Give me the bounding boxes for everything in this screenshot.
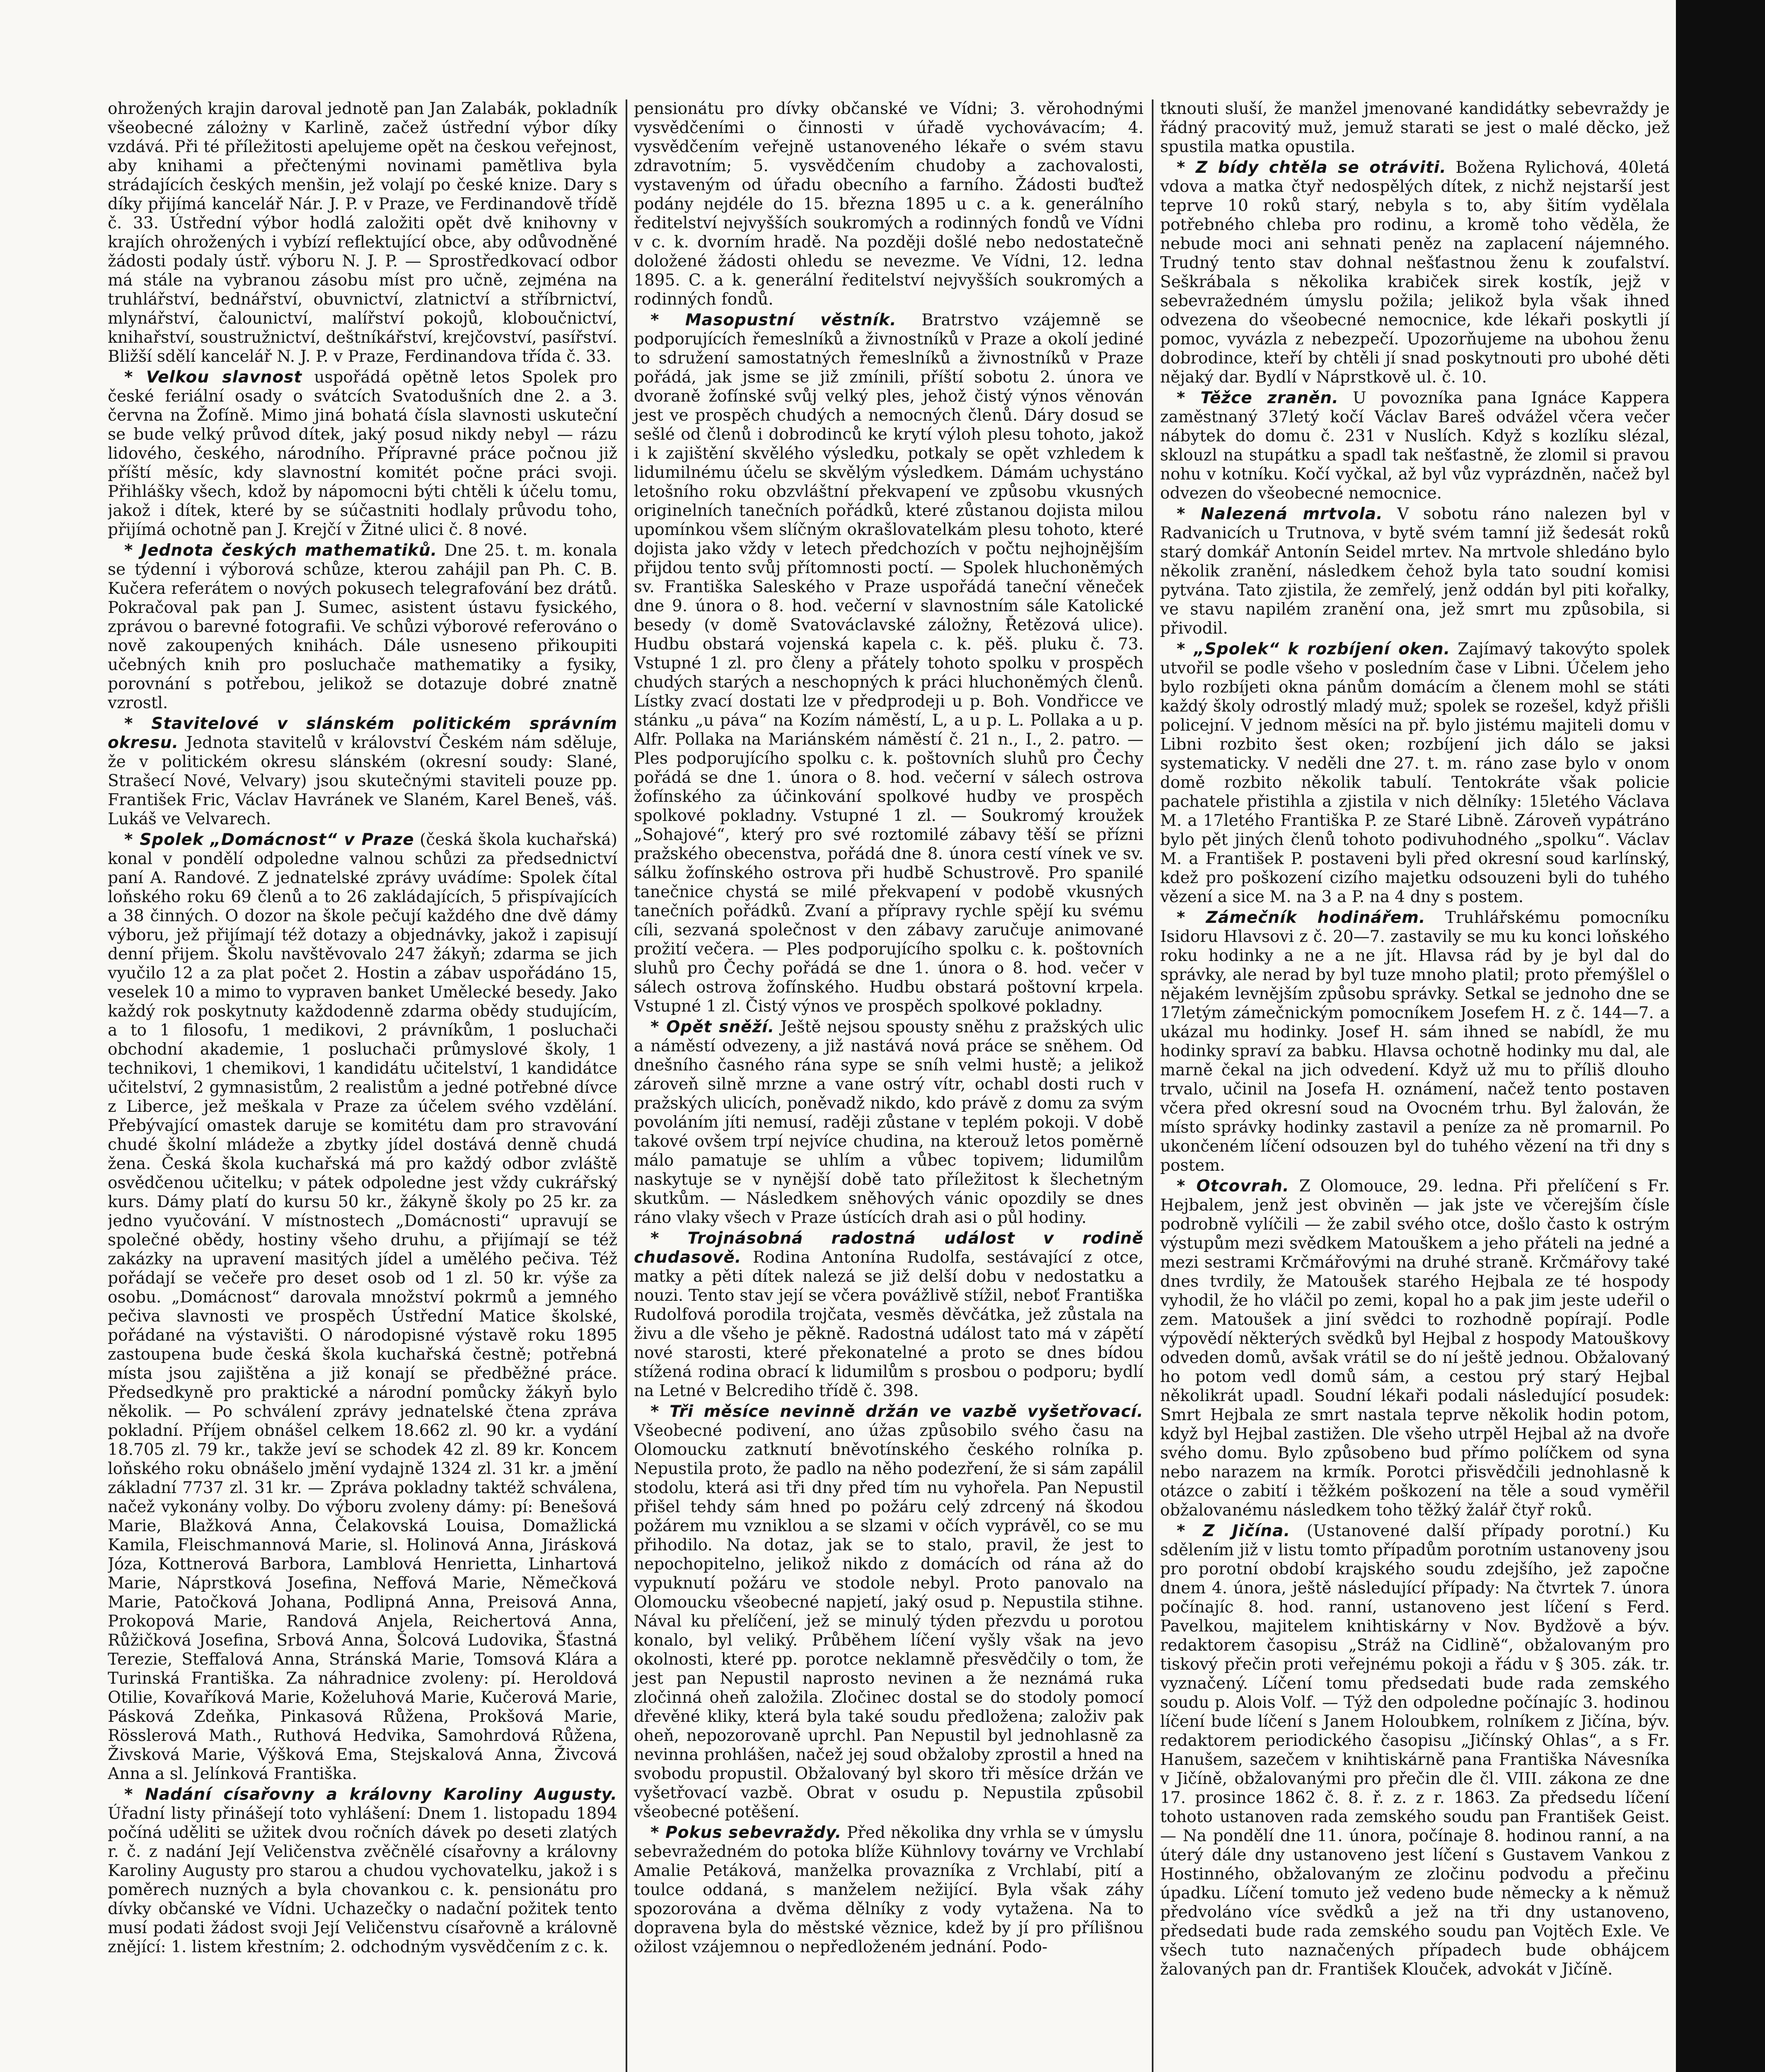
article-headline: * Z Jičína.	[1177, 1522, 1291, 1540]
news-article	[634, 1229, 1144, 1401]
text-columns	[108, 99, 1670, 2072]
news-article	[108, 541, 617, 713]
article-headline: * Jednota českých mathematiků.	[124, 541, 438, 560]
article-headline: * Spolek „Domácnost“ v Praze	[124, 830, 414, 849]
article-headline: * Nadání císařovny a královny Karoliny Augusty.	[124, 1785, 617, 1804]
article-body: Úřadní listy přinášejí toto vyhlášení: Dnem 1. listopadu 1894 počíná uděliti se užitek dvou ročních dávek po deseti zlatých r. č. z nadání Její Veličenstva zvěčnělé císařovny a královny Karoliny Augusty pro starou a chudou vychovatelku, jakož i s poměrech nuzných a byla chovankou c. k. pensionátu pro dívky občanské ve Vídni. Uchazečky o nadační požitek tento musí podati žádost svoji Její Veličenstvu císařovně a královně znějící: 1. listem křestním; 2. odchodným vysvědčením z c. k.	[108, 1804, 617, 1956]
article-body: U povozníka pana Ignáce Kappera zaměstnaný 37letý kočí Václav Bareš odvážel včera večer nábytek do domu č. 231 v Nuslích. Když s kozlíku slézal, sklouzl na stupátku a spadl tak nešťastně, že zlomil si pravou nohu v kotníku. Kočí vyčkal, až byl vůz vyprázdněn, načež byl odvezen do všeobecné nemocnice.	[1160, 389, 1670, 503]
news-article	[108, 830, 617, 1784]
news-article	[1160, 158, 1670, 387]
article-headline: * Stavitelové v slánském politickém správním okresu.	[108, 714, 617, 752]
article-body: tknouti sluší, že manžel jmenované kandidátky sebevraždy je řádný pracovitý muž, jemuž starati se jest o malé děcko, jež spustila matka opustila.	[1160, 99, 1670, 156]
article-body: (Ustanovené další případy porotní.) Ku sdělením již v listu tomto případům porotním ustanoveny jsou pro porotní období krajského soudu zdejšího, jež započne dnem 4. února, ještě následující případy: Na čtvrtek 7. února počínajíc 8. hod. ranní, ustanoveno jest líčení s Ferd. Pavelkou, majitelem knihtiskárny v Nov. Bydžově a býv. redaktorem časopisu „Stráž na Cidlině“, obžalovaným pro tiskový přečin proti veřejnému pokoji a řádu v § 305. zák. tr. vyznačený. Líčení tomu předsedati bude rada zemského soudu p. Alois Volf. — Týž den odpoledne počínajíc 3. hodinou líčení bude líčení s Janem Holoubkem, rolníkem z Jičína, býv. redaktorem periodického časopisu „Jičínský Ohlas“, a s Fr. Hanušem, sazečem v knihtiskárně pana Františka Návesníka v Jičíně, obžalovanými pro přečin dle čl. VIII. zákona ze dne 17. prosince 1862 č. 8. ř. z. z r. 1863. Za předsedu líčení tohoto ustanoven rada zemského soudu pan František Geist. — Na pondělí dne 11. února, počínaje 8. hodinou ranní, a na úterý dále dny ustanoveno jest líčení s Gustavem Vankou z Hostinného, obžalovaným ze zločinu podvodu a přečinu úpadku. Líčení tomuto jež vedeno bude německy a k němuž předvoláno více svědků a jež na tři dny ustanoveno, předsedati bude rada zemského soudu pan Vojtěch Exle. Ve všech tuto naznačených případech bude obhájcem žalovaných pan dr. František Klouček, advokát v Jičíně.	[1160, 1522, 1670, 1979]
article-body: Před několika dny vrhla se v úmyslu sebevražedném do potoka blíže Kühnlovy továrny ve Vrchlabí Amalie Petáková, manželka provazníka z Vrchlabí, pití a toulce oddaná, s manželem nežijící. Byla však záhy spozorována a dvěma dělníky z vody vytažena. Na to dopravena byla do městské věznice, kdež by jí pro přílišnou ožilost vzájemnou o nepředloženém jednání. Podo-	[634, 1823, 1144, 1956]
column-1	[108, 99, 617, 2072]
continued-article	[634, 99, 1144, 309]
article-body: (česká škola kuchařská) konal v pondělí odpoledne valnou schůzi za předsednictví paní A. Randové. Z jednatelské zprávy uvádíme: Spolek čítal loňského roku 69 členů a to 26 zakládajících, 5 přispívajících a 38 činných. O dozor na škole pečují každého dne dvě dámy výboru, jež přijímají též dotazy a objednávky, jakož i zapisují denní přijem. Školu navštěvovalo 247 žákyň; zdarma se jich vyučilo 12 a za plat počet 2. Hostin a zábav uspořádáno 15, veselek 10 a mimo to vypraven banket Umělecké besedy. Jako každý rok poskytnuty každodenně zdarma obědy studujícím, a to 1 filosofu, 1 medikovi, 2 právníkům, 1 posluchači obchodní akademie, 1 posluchači průmyslové školy, 1 technikovi, 1 chemikovi, 1 kandidátu učitelství, 1 kandidátce učitelství, 2 gymnasistům, 2 realistům a jedné potřebné dívce z Liberce, jež meškala v Praze za účelem svého vzdělání. Přebývající omastek daruje se komitétu dam pro stravování chudé školní mládeže a zbytky jídel dostává denně chudá žena. Česká škola kuchařská má pro každý odbor zvláště osvědčenou učitelku; v pátek odpoledne jest vždy cukrářský kurs. Dámy platí do kursu 50 kr., žákyně školy po 25 kr. za jedno vyučování. V místnostech „Domácnosti“ upravují se společné obědy, hostiny všeho druhu, a přijímají se též zakázky na upravení masitých jídel a umělého pečiva. Též pořádají se večeře pro deset osob od 1 zl. 50 kr. výše za osobu. „Domácnost“ darovala množství pokrmů a jemného pečiva slavnosti ve prospěch Ústřední Matice školské, pořádané na výstavišti. O národopisné výstavě roku 1895 zastoupena bude česká škola kuchařská čestně; potřebná místa jsou zajištěna a již konají se předběžné práce. Předsedkyně pro praktické a národní pomůcky žákyň bylo několik. — Po schválení zprávy jednatelské čtena zpráva pokladní. Příjem obnášel celkem 18.662 zl. 90 kr. a vydání 18.705 zl. 79 kr., takže jeví se schodek 42 zl. 89 kr. Koncem loňského roku obnášelo jmění vydajně 1324 zl. 31 kr. a jmění základní 7737 zl. 31 kr. — Zpráva pokladny taktéž schválena, načež vykonány volby. Do výboru zvoleny dámy: pí: Benešová Marie, Blažková Anna, Čelakovská Louisa, Domažlická Kamila, Fleischmannová Marie, sl. Holinová Anna, Jirásková Józa, Kottnerová Barbora, Lamblová Henrietta, Linhartová Marie, Náprstková Josefina, Neffová Marie, Němečková Marie, Patočková Johana, Podlipná Anna, Preisová Anna, Prokopová Marie, Randová Anjela, Reichertová Anna, Růžičková Josefina, Srbová Anna, Šolcová Ludovika, Šťastná Terezie, Steffalová Anna, Stránská Marie, Tomsová Klára a Turinská Františka. Za náhradnice zvoleny: pí. Heroldová Otilie, Kovaříková Marie, Koželuhová Marie, Kučerová Marie, Pásková Zdeňka, Pinkasová Růžena, Prokšová Marie, Rösslerová Math., Ruthová Hedvika, Samohrdová Růžena, Živsková Marie, Výšková Ema, Stejskalová Anna, Živcová Anna a sl. Jelínková Františka.	[108, 830, 617, 1783]
news-article	[634, 311, 1144, 1016]
column-2	[626, 99, 1144, 2072]
news-article	[108, 1785, 617, 1957]
news-article	[634, 1402, 1144, 1822]
article-headline: * Masopustní věstník.	[650, 311, 897, 329]
article-body: ohrožených krajin daroval jednotě pan Jan Zalabák, pokladník všeobecné zálożny v Karlině, začež ústřední výbor díky vzdává. Při té příležitosti apelujeme opět na českou veřejnost, aby knihami a přečtenými novinami pamětliva byla strádajících českých menšin, jež volají po české knize. Dary s díky přijímá kancelář Nár. J. P. v Praze, ve Ferdinandově třídě č. 33. Ústřední výbor hodlá založiti opět dvě knihovny v krajích ohrožených i vybízí reflektující obce, aby odůvodněné žádosti podaly ústř. výboru N. J. P. — Sprostředkovací odbor má stále na vybranou zásobu míst pro učně, zejména na truhlářství, bednářství, obuvnictví, zlatnictví a stříbrnictví, mlynářství, čalounictví, malířství pokojů, kloboučnictví, knihařství, soustružnictví, deštníkářství, krejčovství, pasířství. Bližší sdělí kancelář N. J. P. v Praze, Ferdinandova třída č. 33.	[108, 99, 617, 366]
article-body: Jednota stavitelů v království Českém nám sděluje, že v politickém okresu slánském (okresní soudy: Slané, Strašecí Nové, Velvary) jsou skutečnými staviteli pouze pp. František Fric, Václav Havránek ve Slaném, Karel Beneš, váš. Lukáš ve Velvarech.	[108, 733, 617, 828]
article-body: Všeobecné podivení, ano úžas způsobilo svého času na Olomoucku zatknutí bněvotínského českého rolníka p. Nepustila proto, že padlo na něho podezření, že si sám zapálil stodolu, která asi tři dny před tím nu vyhořela. Pan Nepustil přišel tehdy sám hned po požáru celý zdrcený ná škodou požárem mu vzniklou a se slzami v očích vyprávěl, co se mu přihodilo. Na dotaz, jak se to stalo, pravil, že jest to nepochopitelno, jelikož nikdo z domácích od rána až do vypuknutí požáru ve stodole nebyl. Proto panovalo na Olomoucku všeobecné napjetí, jaký osud p. Nepustila stihne. Nával ku přelíčení, jež se minulý týden přezvdu u porotou konalo, byl veliký. Průběhem líčení vyšly však na jevo okolnosti, které pp. porotce neklamně přesvědčily o tom, že jest pan Nepustil naprosto nevinen a že neznámá ruka zločinná oheň založila. Zločinec dostal se do stodoly pomocí dřevěné kliky, která byla také soudu předložena; založiv pak oheň, nepozorovaně uprchl. Pan Nepustil byl jednohlasně za nevinna prohlášen, načež jej soud obžaloby zprostil a hned na svobodu propustil. Obžalovaný byl skoro tři měsíce držán ve vyšetřovací vazbě. Obrat v osudu p. Nepustila způsobil všeobecné potěšení.	[634, 1421, 1144, 1821]
article-body: Zajímavý takovýto spolek utvořil se podle všeho v posledním čase v Libni. Účelem jeho bylo rozbíjeti okna pánům domácím a členem mohl se státi každý školy odrostlý mladý muž; spolek se rozešel, když přišli policejní. V jednom měsíci na př. bylo jistému majiteli domu v Libni rozbito šest oken; rozbíjení jich dálo se jaksi systematicky. V neděli dne 27. t. m. ráno zase bylo v onom domě rozbito několik tabulí. Tentokráte však policie pachatele přistihla a zjistila v nich dělníky: 15letého Václava M. a 17letého Františka P. ze Staré Libně. Zároveň vypátráno bylo pět jiných členů tohoto podivuhodného „spolku“. Václav M. a František P. postaveni byli před okresní soud karlínský, kdež pro poškození cizího majetku odsouzeni byli do tuhého vězení a sice M. na 3 a P. na 4 dny s postem.	[1160, 640, 1670, 906]
article-body: pensionátu pro dívky občanské ve Vídni; 3. věrohodnými vysvědčeními o činnosti v úřadě vychovávacím; 4. vysvědčením veřejně ustanoveného lékaře o svém stavu zdravotním; 5. vysvědčením chudoby a zachovalosti, vystaveným od úřadu obecního a farního. Žádosti buďtež podány nejdéle do 15. března 1895 u c. a k. generálního ředitelství nejvyšších soukromých a rodinných fondů ve Vídni v c. k. dvorním hradě. Na později došlé nebo nedostatečně doložené žádosti ohledu se nevezme. Ve Vídni, 12. ledna 1895. C. a k. generální ředitelství nejvyšších soukromých a rodinných fondů.	[634, 99, 1144, 309]
article-headline: * Trojnásobná radostná událost v rodině chudasově.	[634, 1229, 1144, 1267]
scan-border	[1676, 0, 1765, 2072]
news-article	[634, 1823, 1144, 1957]
news-article	[108, 368, 617, 540]
article-body: Bratrstvo vzájemně se podporujících řemeslníků a živnostníků v Praze a okolí jediné to sdružení samostatných řemeslníků a živnostníků v Praze pořádá, jak jsme se již zmínili, příští sobotu 2. února ve dvoraně žofínské svůj velký ples, jehož čistý výnos věnován jest ve prospěch chudých a nemocných členů. Dáry dosud se sešlé od členů i dobrodinců ke krytí výloh plesu tohoto, jakož i k zajištění skvělého výsledku, potkaly se opět vzhledem k lidumilnému účelu se skvělým výsledkem. Dámám uchystáno letošního roku obzvláštní překvapení ve způsobu vkusných originelních tanečních pořádků, které zůstanou dojista milou upomínkou všem slíčným okrašlovatelkám plesu tohoto, které dojista jako vždy v letech předchozích v počtu nejhojnějším přijdou tento svůj přítomnosti poctí. — Spolek hluchoněmých sv. Františka Saleského v Praze uspořádá taneční věneček dne 9. února o 8. hod. večerní v slavnostním sále Katolické besedy (v domě Svatováclavské záložny, Řetězová ulice). Hudbu obstará vojenská kapela c. k. pěš. pluku č. 73. Vstupné 1 zl. pro členy a přátely tohoto spolku v prospěch chudých starých a neschopných k práci hluchoněmých členů. Lístky zvací dostati lze v předprodeji u p. Boh. Vondřicce ve stánku „u páva“ na Kozím náměstí, L, a u p. L. Pollaka a u p. Alfr. Pollaka na Mariánském náměstí č. 21 n., I., 2. patro. — Ples podporujícího spolku c. k. poštovních sluhů pro Čechy pořádá se dne 1. února o 8. hod. večerní v sálech ostrova žofínského za účinkování spolkové hudby ve prospěch spolkové pokladny. Vstupné 1 zl. — Soukromý kroužek „Sohajové“, který pro své roztomilé zábavy těší se přízni pražského obecenstva, pořádá dne 8. února cestí vínek ve sv. sálku žofínského ostrova při hudbě Schustrově. Pro spanilé tanečnice chystá se milé překvapení v podobě vkusných tanečních pořádků. Zvaní a přípravy rychle spějí ku svému cíli, sezvaná společnost v den zábavy zaručuje animované prožití večera. — Ples podporujícího spolku c. k. poštovních sluhů pro Čechy pořádá se dne 1. února o 8. hod. večer v sálech ostrova žofínského. Hudbu obstará poštovní krpela. Vstupné 1 zl. Čistý výnos ve prospěch spolkové pokladny.	[634, 311, 1144, 1016]
article-headline: * Těžce zraněn.	[1177, 389, 1339, 407]
news-article	[1160, 389, 1670, 503]
news-article	[634, 1018, 1144, 1227]
article-body: Božena Rylichová, 40letá vdova a matka čtyř nedospělých dítek, z nichž nejstarší jest teprve 10 roků starý, nebyla s to, aby šitím vydělala potřebného chleba pro rodinu, a kromě toho věděla, že nebude moci ani sehnati peněz na zaplacení nájemného. Trudný tento stav dohnal nešťastnou ženu k zoufalství. Seškrábala s několika krabiček sirek kostík, jejž v sebevražedném úmyslu požila; jelikož byla však ihned odvezena do všeobecné nemocnice, kde lékaři poskytli jí pomoc, vyvázla z nebezpečí. Upozorňujeme na ubohou ženu dobrodince, kteří by chtěli jí snad poskytnouti pro ubohé děti nějaký dar. Bydlí v Náprstkově ul. č. 10.	[1160, 158, 1670, 387]
news-article	[1160, 1177, 1670, 1520]
continued-article	[1160, 99, 1670, 157]
news-article	[1160, 908, 1670, 1175]
news-article	[108, 714, 617, 829]
article-body: Rodina Antonína Rudolfa, sestávající z otce, matky a pěti dítek nalezá se již delší dobu v nedostatku a nouzi. Tento stav její se včera povážlivě stížil, neboť Františka Rudolfová porodila trojčata, vesměs děvčátka, jež zůstala na živu a dle všeho je pěkně. Radostná událost tato má v zápětí nové starosti, které překonatelné a proto se dnes bídou stížená rodina obrací k lidumilům s prosbou o podporu; bydlí na Letné v Belcrediho třídě č. 398.	[634, 1248, 1144, 1400]
article-headline: * Tři měsíce nevinně držán ve vazbě vyšetřovací.	[650, 1402, 1144, 1421]
continued-article	[108, 99, 617, 366]
article-headline: * Opět sněží.	[650, 1018, 775, 1036]
news-article	[1160, 505, 1670, 638]
column-3	[1152, 99, 1670, 2072]
news-article	[1160, 640, 1670, 907]
article-headline: * Velkou slavnost	[124, 368, 302, 387]
article-headline: * Pokus sebevraždy.	[650, 1823, 842, 1842]
article-headline: * „Spolek“ k rozbíjení oken.	[1177, 640, 1451, 658]
article-headline: * Otcovrah.	[1177, 1177, 1289, 1196]
article-body: Ještě nejsou spousty sněhu z pražských ulic a náměstí odvezeny, a již nastává nová práce se sněhem. Od dnešního časného rána sype se sníh velmi hustě; a jelikož zároveň silně mrzne a vane ostrý vítr, ochabl dosti ruch v pražských ulicích, poněvadž nikdo, kdo právě z domu za svým povoláním jíti nemusí, raději zůstane v teplém pokoji. V době takové ovšem trpí nejvíce chudina, na kterouž letos poměrně málo pamatuje se uhlím a vůbec topivem; lidumilům naskytuje se v nynější době tato příležitost k šlechetným skutkům. — Následkem sněhových vánic opozdily se dnes ráno vlaky všech v Praze ústících drah asi o půl hodiny.	[634, 1018, 1144, 1227]
article-body: uspořádá opětně letos Spolek pro české feriální osady o svátcích Svatodušních dne 2. a 3. června na Žofíně. Mimo jiná bohatá čísla slavnosti uskuteční se bude velký průvod dítek, jaký posud nikdy nebyl — rázu lidového, českého, národního. Přípravné práce počnou již příští měsíc, kdy slavnostní komitét počne práci svoji. Přihlášky všech, kdož by nápomocni býti chtěli k účelu tomu, jakož i dítek, které by se súčastniti hodlaly průvodu toho, přijímá ochotně pan J. Krejčí v Žitné ulici č. 8 nové.	[108, 368, 617, 539]
article-body: Z Olomouce, 29. ledna. Při přelíčení s Fr. Hejbalem, jenž jest obviněn — jak jste ve včerejším čísle podrobně vylíčili — že zabil svého otce, došlo často k ostrým výstupům mezi svědkem Matouškem a jeho přáteli na jedné a mezi sestrami Krčmářovými na druhé straně. Krčmářovy také dnes tvrdily, že Matoušek starého Hejbala ze té hospody vyhodil, že ho vláčil po zemi, kopal ho a pak jim jeste udeřil o zem. Matoušek a jiní svědci to rozhodně popírají. Podle výpovědí některých svědků byl Hejbal z hospody Matouškovy odveden domů, avšak vrátil se do ní ještě jednou. Obžalovaný ho potom vedl domů sám, a cestou prý starý Hejbal několikrát upadl. Soudní lékaři podali následující posudek: Smrt Hejbala ze smrt nastala teprve několik hodin potom, když byl Hejbal zastižen. Dle všeho utrpěl Hejbal až na dvoře svého domu. Bylo způsobeno bud přímo políčkem od syna nebo narazem na krmík. Porotci přisvědčili jednohlasně k otázce o zabití i těžkém poškození na těle a soud vyměřil obžalovanému následkem toho těžký žalář čtyř roků.	[1160, 1177, 1670, 1520]
article-headline: * Zámečník hodinářem.	[1177, 908, 1426, 927]
article-headline: * Nalezená mrtvola.	[1177, 505, 1383, 523]
article-body: Dne 25. t. m. konala se týdenní i výborová schůze, kterou zahájil pan Ph. C. B. Kučera referátem o nových pokusech telegrafování bez drátů. Pokračoval pak pan J. Sumec, asistent ústavu fysického, zprávou o barevné fotografii. Ve schůzi výborové referováno o nově zakoupených knihách. Dále usneseno přikoupiti učebných knih pro posluchače mathematiky a fysiky, porovnání s potřebou, jelikož se dotazuje dobré znatně vzrostl.	[108, 541, 617, 712]
news-article	[1160, 1522, 1670, 1979]
article-headline: * Z bídy chtěla se otráviti.	[1177, 158, 1446, 177]
article-body: V sobotu ráno nalezen byl v Radvanicích u Trutnova, v bytě svém tamní již šedesát roků starý domkář Antonín Seidel mrtev. Na mrtvole shledáno bylo několik zranění, následkem čehož byla tato soudní komisi pytvána. Tato zjistila, že zemřelý, jenž oddán byl piti kořalky, ve stavu napilém zranění ona, jež smrt mu způsobila, si přivodil.	[1160, 505, 1670, 638]
article-body: Truhlářskému pomocníku Isidoru Hlavsovi z č. 20—7. zastavily se mu ku konci loňského roku hodinky a ne a ne jít. Hlavsa rád by je byl dal do správky, ale nerad by byl tuze mnoho platil; proto přemýšlel o nějakém levnějším způsobu správky. Setkal se jednoho dne se 17letým zámečnickým pomocníkem Josefem H. z č. 144—7. a ukázal mu hodinky. Josef H. sám ihned se nabídl, že mu hodinky spraví za babku. Hlavsa ochotně hodinky mu dal, ale marně čekal na jich odvedení. Když už mu to příliš dlouho trvalo, učinil na Josefa H. oznámení, načež tento postaven včera před okresní soud na Ovocném trhu. Byl žalován, že místo správky hodinky zastavil a peníze za ně promarnil. Po ukončeném líčení odsouzen byl do tuhého vězení na tři dny s postem.	[1160, 908, 1670, 1175]
